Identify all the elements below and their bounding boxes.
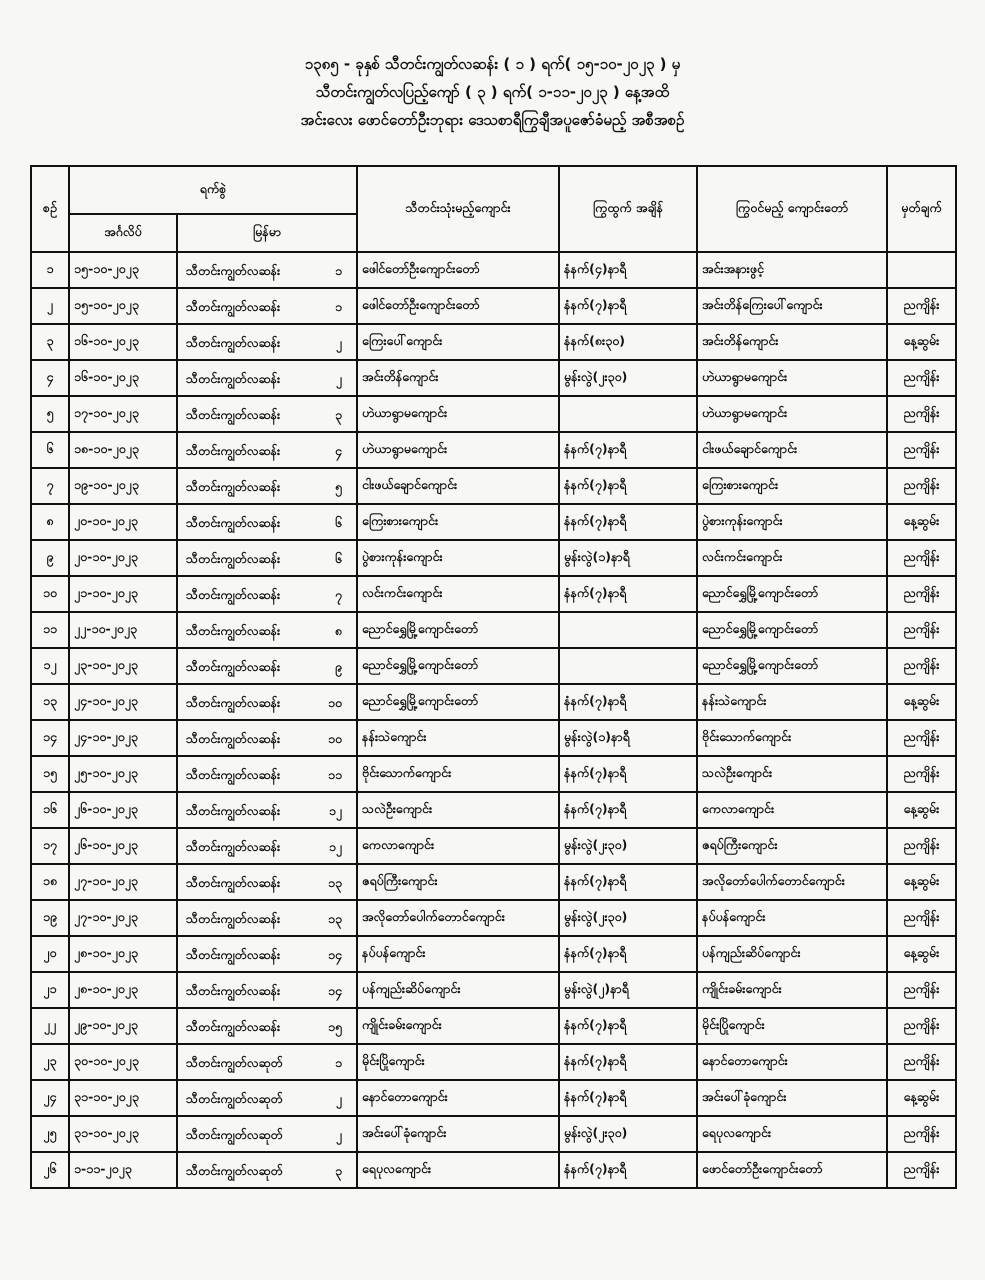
myanmar-date [177, 936, 357, 972]
table-row [31, 612, 956, 648]
myanmar-date [177, 864, 357, 900]
table-row [31, 900, 956, 936]
arrive-village: နန်းသဲကျောင်း [697, 684, 887, 720]
arrive-village: ဖောင်တော်ဦးကျောင်းတော် [697, 1152, 887, 1188]
depart-time: နံနက်(၇)နာရီ [559, 756, 697, 792]
stay-village: ဇရပ်ကြီးကျောင်း [357, 864, 559, 900]
myanmar-day: ၆ [334, 551, 343, 566]
stay-village: အလိုတော်ပေါက်တောင်ကျောင်း [357, 900, 559, 936]
header-date: ရက်စွဲ [69, 166, 357, 214]
myanmar-day: ၂ [335, 371, 343, 386]
myanmar-date [177, 288, 357, 324]
myanmar-month: သီတင်းကျွတ်လဆန်း [186, 335, 281, 350]
myanmar-month: သီတင်းကျွတ်လဆန်း [186, 587, 281, 602]
stay-village: ရေပုလကျောင်း [357, 1152, 559, 1188]
stay-village: အင်းတိန်ကျောင်း [357, 360, 559, 396]
header-arrive-village: ကြွဝင်မည့် ကျောင်းတော် [697, 166, 887, 252]
arrive-village: ပန်ကျည်းဆိပ်ကျောင်း [697, 936, 887, 972]
myanmar-date [177, 1152, 357, 1188]
myanmar-month: သီတင်းကျွတ်လဆန်း [186, 479, 281, 494]
myanmar-date [177, 792, 357, 828]
header-depart-time: ကြွထွက် အချိန် [559, 166, 697, 252]
myanmar-date [177, 720, 357, 756]
myanmar-month: သီတင်းကျွတ်လဆန်း [186, 659, 281, 674]
myanmar-month: သီတင်းကျွတ်လဆန်း [186, 983, 281, 998]
table-row [31, 864, 956, 900]
remark [887, 252, 956, 288]
depart-time [559, 648, 697, 684]
english-date: ၁-၁၁-၂၀၂၃ [69, 1152, 177, 1188]
myanmar-month: သီတင်းကျွတ်လဆန်း [186, 911, 281, 926]
row-number: ၂၃ [31, 1044, 69, 1080]
myanmar-month: သီတင်းကျွတ်လဆန်း [186, 695, 281, 710]
myanmar-date [177, 504, 357, 540]
arrive-village: အင်းတိန်ကြေးပေါ်ကျောင်း [697, 288, 887, 324]
myanmar-date [177, 756, 357, 792]
row-number: ၁၆ [31, 792, 69, 828]
depart-time: မွန်းလွဲ(၂း၃၀) [559, 900, 697, 936]
depart-time [559, 396, 697, 432]
myanmar-day: ၃ [334, 1163, 343, 1178]
stay-village: ကေလာကျောင်း [357, 828, 559, 864]
depart-time: နံနက်(၇)နာရီ [559, 576, 697, 612]
myanmar-month: သီတင်းကျွတ်လဆန်း [186, 767, 281, 782]
table-row [31, 1008, 956, 1044]
stay-village: နောင်တောကျောင်း [357, 1080, 559, 1116]
myanmar-day: ၁၅ [327, 1019, 343, 1034]
stay-village: သလဲဦးကျောင်း [357, 792, 559, 828]
arrive-village: ပွဲစားကုန်းကျောင်း [697, 504, 887, 540]
title-line-2: သီတင်းကျွတ်လပြည့်ကျော် ( ၃ ) ရက်( ၁-၁၁-၂၀၂၃ ) နေ့အထိ [315, 83, 670, 101]
remark: နေ့ဆွမ်း [887, 684, 956, 720]
english-date: ၂၈-၁၀-၂၀၂၃ [69, 936, 177, 972]
arrive-village: ဇရပ်ကြီးကျောင်း [697, 828, 887, 864]
arrive-village: ညောင်ရွှေမြို့ကျောင်းတော် [697, 648, 887, 684]
myanmar-month: သီတင်းကျွတ်လဆန်း [186, 263, 281, 278]
english-date: ၁၅-၁၀-၂၀၂၃ [69, 288, 177, 324]
myanmar-date [177, 648, 357, 684]
myanmar-date [177, 324, 357, 360]
table-row [31, 792, 956, 828]
arrive-village: နောင်တောကျောင်း [697, 1044, 887, 1080]
row-number: ၁၈ [31, 864, 69, 900]
english-date: ၂၂-၁၀-၂၀၂၃ [69, 612, 177, 648]
stay-village: နန်းသဲကျောင်း [357, 720, 559, 756]
row-number: ၅ [31, 396, 69, 432]
row-number: ၁၂ [31, 648, 69, 684]
table-row [31, 648, 956, 684]
remark: ညကျိန်း [887, 756, 956, 792]
schedule-table [30, 165, 957, 1189]
depart-time: နံနက်(၇)နာရီ [559, 864, 697, 900]
myanmar-date [177, 360, 357, 396]
english-date: ၂၆-၁၀-၂၀၂၃ [69, 792, 177, 828]
depart-time: နံနက်(၇)နာရီ [559, 1152, 697, 1188]
table-row [31, 540, 956, 576]
myanmar-day: ၁၄ [327, 947, 343, 962]
remark: ညကျိန်း [887, 360, 956, 396]
remark: ညကျိန်း [887, 972, 956, 1008]
arrive-village: နပ်ပန်ကျောင်း [697, 900, 887, 936]
depart-time: မွန်းလွဲ(၂း၃၀) [559, 1116, 697, 1152]
myanmar-day: ၁၂ [328, 803, 343, 818]
document-header [0, 50, 985, 134]
english-date: ၂၅-၁၀-၂၀၂၃ [69, 756, 177, 792]
header-english-date: အင်္ဂလိပ် [69, 214, 177, 252]
myanmar-month: သီတင်းကျွတ်လဆန်း [186, 803, 281, 818]
myanmar-month: သီတင်းကျွတ်လဆန်း [186, 407, 281, 422]
row-number: ၁၁ [31, 612, 69, 648]
myanmar-day: ၁၀ [327, 695, 343, 710]
table-row [31, 1044, 956, 1080]
remark: ညကျိန်း [887, 468, 956, 504]
myanmar-day: ၁၃ [327, 875, 343, 890]
english-date: ၂၈-၁၀-၂၀၂၃ [69, 972, 177, 1008]
remark: ညကျိန်း [887, 396, 956, 432]
arrive-village: ဟဲယာရွာမကျောင်း [697, 360, 887, 396]
stay-village: ဗိုင်းသောက်ကျောင်း [357, 756, 559, 792]
row-number: ၁၃ [31, 684, 69, 720]
remark: နေ့ဆွမ်း [887, 504, 956, 540]
depart-time: နံနက်(၇)နာရီ [559, 684, 697, 720]
table-row [31, 324, 956, 360]
row-number: ၂၀ [31, 936, 69, 972]
stay-village: လင်းကင်းကျောင်း [357, 576, 559, 612]
stay-village: ငါးဖယ်ချောင်ကျောင်း [357, 468, 559, 504]
myanmar-date [177, 612, 357, 648]
myanmar-day: ၁၀ [327, 731, 343, 746]
table-row [31, 396, 956, 432]
myanmar-day: ၃ [334, 407, 343, 422]
depart-time: နံနက်(၈း၃၀) [559, 324, 697, 360]
english-date: ၃၁-၁၀-၂၀၂၃ [69, 1080, 177, 1116]
row-number: ၈ [31, 504, 69, 540]
english-date: ၂၆-၁၀-၂၀၂၃ [69, 828, 177, 864]
myanmar-month: သီတင်းကျွတ်လဆန်း [186, 443, 281, 458]
remark: ညကျိန်း [887, 576, 956, 612]
arrive-village: အင်းပေါ်ခုံကျောင်း [697, 1080, 887, 1116]
arrive-village: ကေလာကျောင်း [697, 792, 887, 828]
myanmar-day: ၁ [334, 1055, 343, 1070]
myanmar-day: ၈ [334, 623, 343, 638]
myanmar-date [177, 1116, 357, 1152]
depart-time: မွန်းလွဲ(၂း၃၀) [559, 360, 697, 396]
myanmar-day: ၂ [335, 335, 343, 350]
english-date: ၁၅-၁၀-၂၀၂၃ [69, 252, 177, 288]
arrive-village: ညောင်ရွှေမြို့ကျောင်းတော် [697, 576, 887, 612]
remark: ညကျိန်း [887, 1044, 956, 1080]
row-number: ၉ [31, 540, 69, 576]
myanmar-date [177, 468, 357, 504]
remark: ညကျိန်း [887, 828, 956, 864]
arrive-village: အင်းတိန်ကျောင်း [697, 324, 887, 360]
myanmar-date [177, 1080, 357, 1116]
depart-time: နံနက်(၄)နာရီ [559, 252, 697, 288]
myanmar-day: ၁၁ [327, 767, 343, 782]
myanmar-day: ၁၂ [328, 839, 343, 854]
myanmar-month: သီတင်းကျွတ်လဆုတ် [186, 1091, 283, 1106]
table-row [31, 756, 956, 792]
english-date: ၂၁-၁၀-၂၀၂၃ [69, 576, 177, 612]
row-number: ၃ [31, 324, 69, 360]
myanmar-date [177, 252, 357, 288]
english-date: ၂၇-၁၀-၂၀၂၃ [69, 900, 177, 936]
depart-time: နံနက်(၇)နာရီ [559, 1080, 697, 1116]
remark: ညကျိန်း [887, 1008, 956, 1044]
stay-village: ဟဲယာရွာမကျောင်း [357, 432, 559, 468]
depart-time: နံနက်(၇)နာရီ [559, 504, 697, 540]
table-row [31, 288, 956, 324]
arrive-village: ငါးဖယ်ချောင်ကျောင်း [697, 432, 887, 468]
row-number: ၁၀ [31, 576, 69, 612]
depart-time: မွန်းလွဲ(၁)နာရီ [559, 540, 697, 576]
schedule-rows [31, 252, 956, 1188]
header-no: စဉ် [31, 166, 69, 252]
myanmar-day: ၉ [334, 659, 343, 674]
remark: ညကျိန်း [887, 720, 956, 756]
myanmar-day: ၇ [334, 587, 343, 602]
remark: ညကျိန်း [887, 900, 956, 936]
depart-time: မွန်းလွဲ(၁)နာရီ [559, 720, 697, 756]
title-line-3: အင်းလေး ဖောင်တော်ဦးဘုရား ဒေသစာရီကြွချီအပူဇော်ခံမည့် အစီအစဉ် [300, 111, 685, 129]
stay-village: ကျိုင်းခမ်းကျောင်း [357, 1008, 559, 1044]
remark: ညကျိန်း [887, 288, 956, 324]
stay-village: ဟဲယာရွာမကျောင်း [357, 396, 559, 432]
remark: နေ့ဆွမ်း [887, 864, 956, 900]
arrive-village: ကျိုင်းခမ်းကျောင်း [697, 972, 887, 1008]
table-row [31, 432, 956, 468]
myanmar-month: သီတင်းကျွတ်လဆန်း [186, 515, 281, 530]
english-date: ၂၀-၁၀-၂၀၂၃ [69, 540, 177, 576]
stay-village: ညောင်ရွှေမြို့ကျောင်းတော် [357, 684, 559, 720]
table-row [31, 936, 956, 972]
myanmar-day: ၅ [334, 479, 343, 494]
remark: နေ့ဆွမ်း [887, 324, 956, 360]
row-number: ၂၆ [31, 1152, 69, 1188]
myanmar-month: သီတင်းကျွတ်လဆန်း [186, 623, 281, 638]
myanmar-month: သီတင်းကျွတ်လဆန်း [186, 875, 281, 890]
stay-village: ညောင်ရွှေမြို့ကျောင်းတော် [357, 648, 559, 684]
row-number: ၂ [31, 288, 69, 324]
arrive-village: သလဲဦးကျောင်း [697, 756, 887, 792]
depart-time [559, 612, 697, 648]
stay-village: ကြေးပေါ်ကျောင်း [357, 324, 559, 360]
english-date: ၂၃-၁၀-၂၀၂၃ [69, 648, 177, 684]
myanmar-day: ၄ [334, 443, 343, 458]
table-row [31, 360, 956, 396]
myanmar-date [177, 684, 357, 720]
english-date: ၁၆-၁၀-၂၀၂၃ [69, 324, 177, 360]
myanmar-day: ၆ [334, 515, 343, 530]
myanmar-date [177, 432, 357, 468]
remark: ညကျိန်း [887, 1116, 956, 1152]
row-number: ၁၄ [31, 720, 69, 756]
arrive-village: ရေပုလကျောင်း [697, 1116, 887, 1152]
english-date: ၁၉-၁၀-၂၀၂၃ [69, 468, 177, 504]
myanmar-month: သီတင်းကျွတ်လဆန်း [186, 839, 281, 854]
table-row [31, 468, 956, 504]
english-date: ၂၄-၁၀-၂၀၂၃ [69, 720, 177, 756]
myanmar-month: သီတင်းကျွတ်လဆန်း [186, 731, 281, 746]
myanmar-date [177, 972, 357, 1008]
arrive-village: ဗိုင်းသောက်ကျောင်း [697, 720, 887, 756]
myanmar-date [177, 540, 357, 576]
myanmar-day: ၁ [334, 263, 343, 278]
depart-time: နံနက်(၇)နာရီ [559, 288, 697, 324]
table-row [31, 576, 956, 612]
depart-time: နံနက်(၇)နာရီ [559, 936, 697, 972]
stay-village: မိုင်းပြိုကျောင်း [357, 1044, 559, 1080]
table-row [31, 828, 956, 864]
row-number: ၁ [31, 252, 69, 288]
table-row [31, 720, 956, 756]
stay-village: နပ်ပန်ကျောင်း [357, 936, 559, 972]
arrive-village: အလိုတော်ပေါက်တောင်ကျောင်း [697, 864, 887, 900]
english-date: ၂၀-၁၀-၂၀၂၃ [69, 504, 177, 540]
arrive-village: အင်းအနားဖွင့် [697, 252, 887, 288]
myanmar-month: သီတင်းကျွတ်လဆန်း [186, 299, 281, 314]
myanmar-day: ၁၃ [327, 911, 343, 926]
stay-village: ဖေါင်တော်ဦးကျောင်းတော် [357, 288, 559, 324]
depart-time: နံနက်(၇)နာရီ [559, 792, 697, 828]
english-date: ၂၇-၁၀-၂၀၂၃ [69, 864, 177, 900]
myanmar-day: ၁၄ [327, 983, 343, 998]
depart-time: နံနက်(၇)နာရီ [559, 1044, 697, 1080]
header-stay-village: သီတင်းသုံးမည့်ကျောင်း [357, 166, 559, 252]
header-myanmar-date: မြန်မာ [177, 214, 357, 252]
myanmar-date [177, 396, 357, 432]
row-number: ၄ [31, 360, 69, 396]
myanmar-month: သီတင်းကျွတ်လဆုတ် [186, 1127, 283, 1142]
remark: နေ့ဆွမ်း [887, 936, 956, 972]
row-number: ၁၉ [31, 900, 69, 936]
row-number: ၂၁ [31, 972, 69, 1008]
myanmar-day: ၂ [335, 1091, 343, 1106]
row-number: ၂၂ [31, 1008, 69, 1044]
myanmar-day: ၁ [334, 299, 343, 314]
english-date: ၂၉-၁၀-၂၀၂၃ [69, 1008, 177, 1044]
english-date: ၁၇-၁၀-၂၀၂၃ [69, 396, 177, 432]
arrive-village: လင်းကင်းကျောင်း [697, 540, 887, 576]
english-date: ၁၈-၁၀-၂၀၂၃ [69, 432, 177, 468]
myanmar-date [177, 1044, 357, 1080]
myanmar-month: သီတင်းကျွတ်လဆန်း [186, 1019, 281, 1034]
header-remarks: မှတ်ချက် [887, 166, 956, 252]
table-row [31, 252, 956, 288]
english-date: ၃၁-၁၀-၂၀၂၃ [69, 1116, 177, 1152]
remark: ညကျိန်း [887, 1152, 956, 1188]
myanmar-date [177, 576, 357, 612]
myanmar-month: သီတင်းကျွတ်လဆုတ် [186, 1163, 283, 1178]
depart-time: မွန်းလွဲ(၂း၃၀) [559, 828, 697, 864]
row-number: ၂၄ [31, 1080, 69, 1116]
myanmar-day: ၂ [335, 1127, 343, 1142]
stay-village: ပန်ကျည်းဆိပ်ကျောင်း [357, 972, 559, 1008]
table-row [31, 1080, 956, 1116]
arrive-village: ညောင်ရွှေမြို့ကျောင်းတော် [697, 612, 887, 648]
arrive-village: မိုင်းပြိုကျောင်း [697, 1008, 887, 1044]
stay-village: အင်းပေါ်ခုံကျောင်း [357, 1116, 559, 1152]
myanmar-month: သီတင်းကျွတ်လဆန်း [186, 551, 281, 566]
myanmar-month: သီတင်းကျွတ်လဆုတ် [186, 1055, 283, 1070]
depart-time: နံနက်(၇)နာရီ [559, 468, 697, 504]
table-row [31, 972, 956, 1008]
remark: ညကျိန်း [887, 648, 956, 684]
row-number: ၁၅ [31, 756, 69, 792]
stay-village: ပွဲစားကုန်းကျောင်း [357, 540, 559, 576]
depart-time: မွန်းလွဲ(၂)နာရီ [559, 972, 697, 1008]
stay-village: ကြေးစားကျောင်း [357, 504, 559, 540]
english-date: ၁၆-၁၀-၂၀၂၃ [69, 360, 177, 396]
english-date: ၂၄-၁၀-၂၀၂၃ [69, 684, 177, 720]
title-line-1: ၁၃၈၅ - ခုနှစ် သီတင်းကျွတ်လဆန်း ( ၁ ) ရက်( ၁၅-၁၀-၂၀၂၃ ) မှ [304, 55, 681, 73]
stay-village: ဖေါင်တော်ဦးကျောင်းတော် [357, 252, 559, 288]
remark: ညကျိန်း [887, 612, 956, 648]
arrive-village: ကြေးစားကျောင်း [697, 468, 887, 504]
table-row [31, 1152, 956, 1188]
myanmar-date [177, 900, 357, 936]
stay-village: ညောင်ရွှေမြို့ကျောင်းတော် [357, 612, 559, 648]
remark: ညကျိန်း [887, 432, 956, 468]
myanmar-month: သီတင်းကျွတ်လဆန်း [186, 371, 281, 386]
myanmar-date [177, 1008, 357, 1044]
english-date: ၃၀-၁၀-၂၀၂၃ [69, 1044, 177, 1080]
arrive-village: ဟဲယာရွာမကျောင်း [697, 396, 887, 432]
myanmar-date [177, 828, 357, 864]
row-number: ၆ [31, 432, 69, 468]
table-row [31, 1116, 956, 1152]
table-row [31, 684, 956, 720]
remark: နေ့ဆွမ်း [887, 792, 956, 828]
row-number: ၇ [31, 468, 69, 504]
depart-time: နံနက်(၇)နာရီ [559, 1008, 697, 1044]
remark: နေ့ဆွမ်း [887, 1080, 956, 1116]
myanmar-month: သီတင်းကျွတ်လဆန်း [186, 947, 281, 962]
row-number: ၁၇ [31, 828, 69, 864]
depart-time: နံနက်(၇)နာရီ [559, 432, 697, 468]
table-row [31, 504, 956, 540]
row-number: ၂၅ [31, 1116, 69, 1152]
remark: ညကျိန်း [887, 540, 956, 576]
